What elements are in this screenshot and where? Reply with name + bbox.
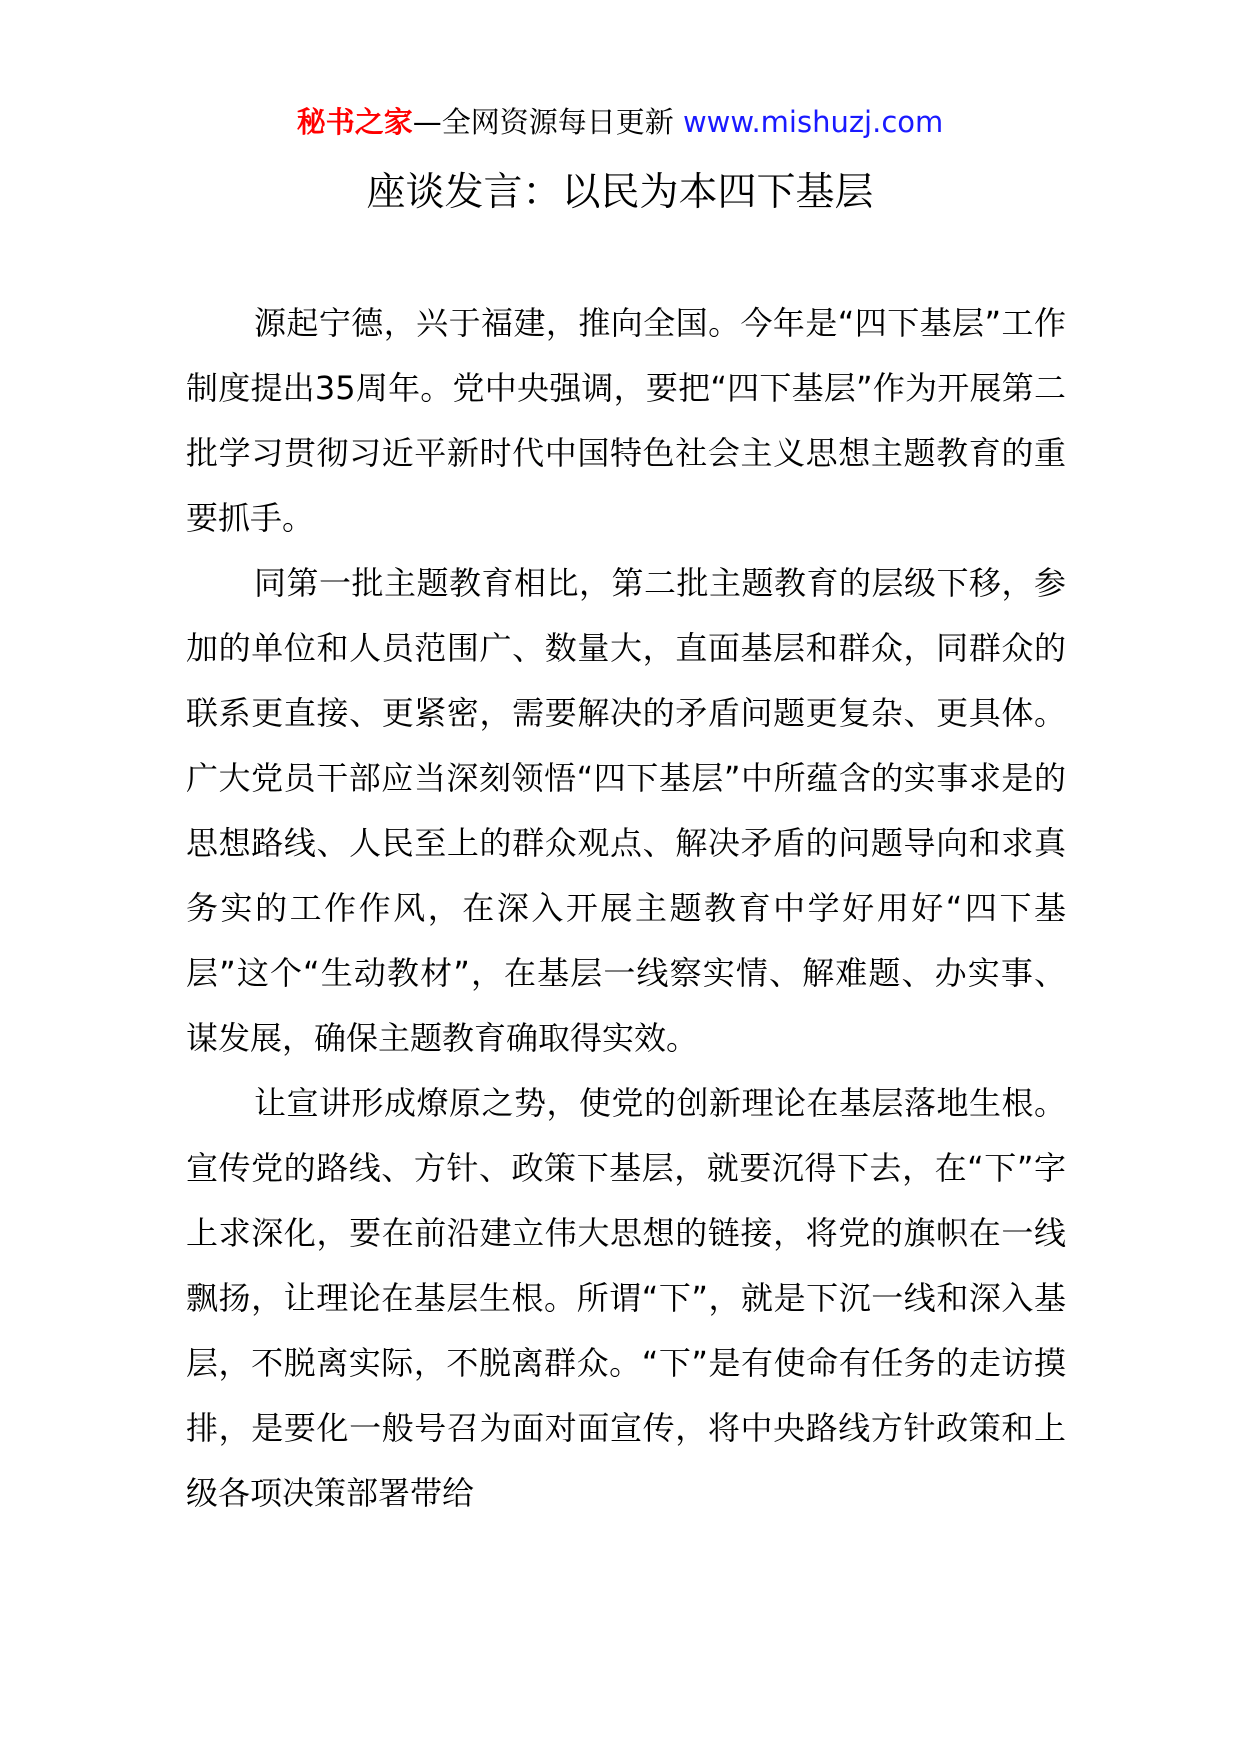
- paragraph: 同第一批主题教育相比，第二批主题教育的层级下移，参加的单位和人员范围广、数量大，直面基层和群众，同群众的联系更直接、更紧密，需要解决的矛盾问题更复杂、更具体。广大党员干部应当深刻领悟“四下基层”中所蕴含的实事求是的思想路线、人民至上的群众观点、解决矛盾的问题导向和求真务实的工作作风，在深入开展主题教育中学好用好“四下基层”这个“生动教材”，在基层一线察实情、解难题、办实事、谋发展，确保主题教育确取得实效。: [186, 564, 1066, 1057]
- document-body: [186, 291, 1066, 1526]
- site-slogan: —全网资源每日更新: [412, 105, 674, 139]
- site-url-link[interactable]: www.mishuzj.com: [682, 105, 944, 139]
- paragraph: 让宣讲形成燎原之势，使党的创新理论在基层落地生根。宣传党的路线、方针、政策下基层，就要沉得下去，在“下”字上求深化，要在前沿建立伟大思想的链接，将党的旗帜在一线飘扬，让理论在基层生根。所谓“下”，就是下沉一线和深入基层，不脱离实际，不脱离群众。“下”是有使命有任务的走访摸排，是要化一般号召为面对面宣传，将中央路线方针政策和上级各项决策部署带给: [186, 1084, 1066, 1512]
- site-brand: 秘书之家: [296, 105, 413, 139]
- paragraph: 源起宁德，兴于福建，推向全国。今年是“四下基层”工作制度提出35周年。党中央强调，要把“四下基层”作为开展第二批学习贯彻习近平新时代中国特色社会主义思想主题教育的重要抓手。: [186, 304, 1066, 537]
- document-title: 座谈发言：以民为本四下基层: [366, 170, 874, 215]
- site-header: [0, 100, 1240, 144]
